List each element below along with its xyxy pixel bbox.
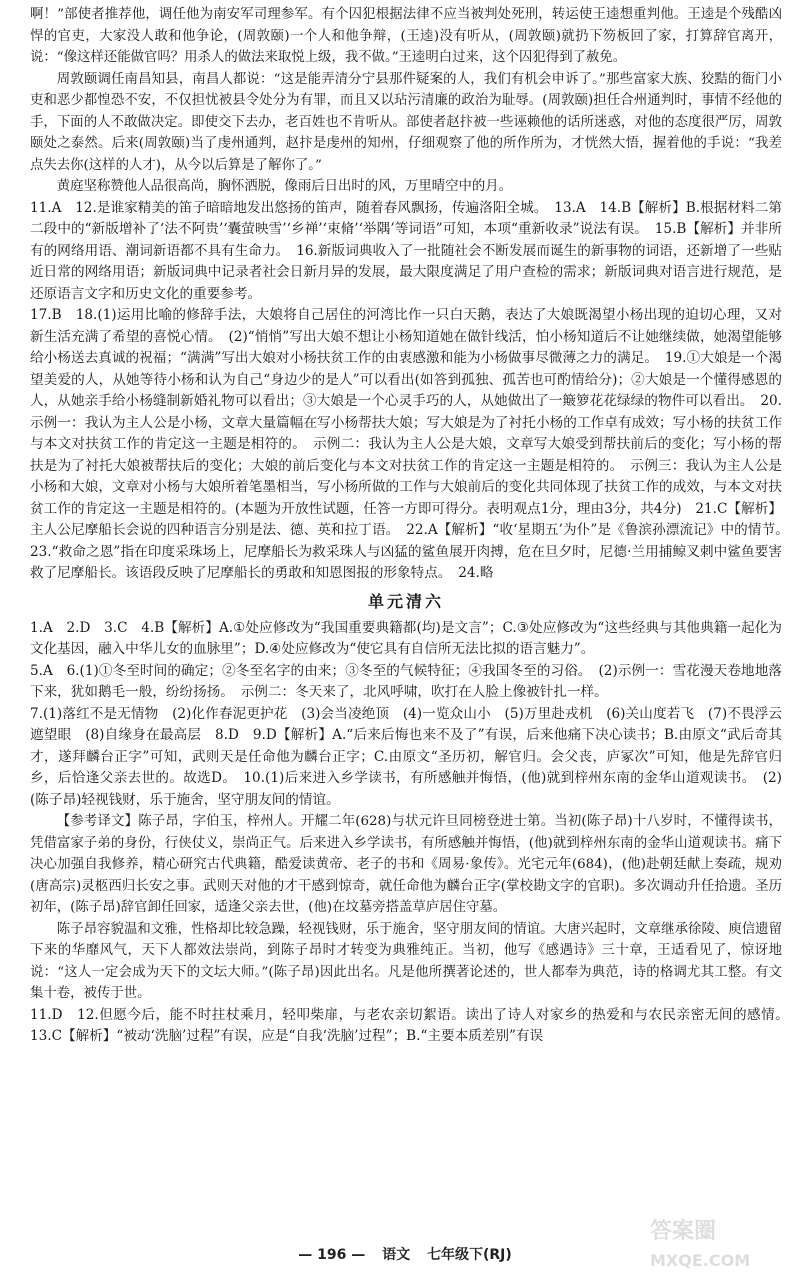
answer-paragraph: 7.(1)落红不是无情物 (2)化作春泥更护花 (3)会当凌绝顶 (4)一览众山小 (5)万里赴戎机 (6)关山度若飞 (7)不畏浮云遮望眼 (8)自缘身在最高层 8.D 9.D【解析】A.“后来后悔也来不及了”有误，后来他痛下决心读书；B.由原文“武后奇其才，遂拜麟台正字”可知，武则天是任命他为麟台正字；C.由原文“圣历初，解官归。会父丧，庐冢次”可知，他是先辞官归乡，后恰逢父亲去世的。故选D。 10.(1)后来进入乡学读书，有所感触并悔悟，(他)就到梓州东南的金华山道观读书。 (2)(陈子昂)轻视钱财，乐于施舍，坚守朋友间的情谊。 xyxy=(30,705,782,808)
page-number: — 196 — xyxy=(298,1247,366,1263)
section-title: 单元清六 xyxy=(367,591,444,611)
translation-paragraph: 周敦颐调任南昌知县，南昌人都说：“这是能弄清分宁县那件疑案的人，我们有机会申诉了。”那些富家大族、狡黠的衙门小吏和恶少都惶恐不安，不仅担忧被县令处分为有罪，而且又以玷污清廉的政治为耻辱。(周敦颐)担任合州通判时，事情不经他的手，下面的人不敢做决定。即使交下去办，老百姓也不肯听从。部使者赵抃被一些诬赖他的话所迷惑，对他的态度很严厉，周敦颐处之泰然。后来(周敦颐)当了虔州通判，赵抃是虔州的知州，仔细观察了他的所作所为，才恍然大悟，握着他的手说：“我差点失去你(这样的人才)，从今以后算是了解你了。” xyxy=(30,71,782,173)
watermark-logo xyxy=(644,1210,792,1274)
answer-paragraph: 1.A 2.D 3.C 4.B【解析】A.①处应修改为“我国重要典籍都(均)是文言”；C.③处应修改为“这些经典与其他典籍一起化为文化基因，融入中华儿女的血脉里”；D.④处应修改为“使它具有自信所无法比拟的语言魅力”。 xyxy=(30,619,782,657)
answer-paragraph: 17.B 18.(1)运用比喻的修辞手法，大娘将自己居住的河湾比作一只白天鹅，表达了大娘既渴望小杨出现的迫切心理，又对新生活充满了希望的喜悦心情。 (2)“悄悄”写出大娘不想让小杨知道她在做针线活，怕小杨知道后不让她继续做，她渴望能够给小杨送去真诚的祝福；“满满”写出大娘对小杨扶贫工作的由衷感激和能为小杨做事尽微薄之力的满足。 19.①大娘是一个渴望美爱的人，从她等待小杨和认为自己“身边少的是人”可以看出(如答到孤独、孤苦也可酌情给分)；②大娘是一个懂得感恩的人，从她亲手给小杨缝制新婚礼物可以看出；③大娘是一个心灵手巧的人，从她做出了一簸箩花花绿绿的物件可以看出。 20.示例一：我认为主人公是小杨，文章大量篇幅在写小杨帮扶大娘；写大娘是为了衬托小杨的工作卓有成效；写小杨的扶贫工作与本文对扶贫工作的肯定这一主题是相符的。 示例二：我认为主人公是大娘，文章写大娘受到帮扶前后的变化；写小杨的帮扶是为了衬托大娘被帮扶后的变化；大娘的前后变化与本文对扶贫工作的肯定这一主题是相符的。 示例三：我认为主人公是小杨和大娘，文章对小杨与大娘所着笔墨相当，写小杨所做的工作与大娘前后的变化共同体现了扶贫工作的成效，与本文对扶贫工作的肯定这一主题是相符的。(本题为开放性试题，任答一方即可得分。表明观点1分，理由3分，共4分) 21.C【解析】主人公尼摩船长会说的四种语言分别是法、德、英和拉丁语。 22.A【解析】“收‘星期五’为仆”是《鲁滨孙漂流记》中的情节。 23.“救命之恩”指在印度采珠场上，尼摩船长为救采珠人与凶猛的鲨鱼展开肉搏，危在旦夕时，尼德·兰用捕鲸叉刺中鲨鱼要害救了尼摩船长。该语段反映了尼摩船长的勇敢和知恩图报的形象特点。 24.略 xyxy=(30,307,796,581)
page-content xyxy=(30,4,796,1048)
watermark-bottom: MXQE.COM xyxy=(650,1251,751,1270)
translation-paragraph: 黄庭坚称赞他人品很高尚，胸怀洒脱，像雨后日出时的风，万里晴空中的月。 xyxy=(56,179,513,194)
footer-subject: 语文 xyxy=(382,1247,411,1263)
answer-paragraph: 11.D 12.但愿今后，能不时拄杖乘月，轻叩柴扉，与老农亲切絮语。读出了诗人对家乡的热爱和与农民亲密无间的感情。 13.C【解析】“被动‘洗脑’过程”有误，应是“自我‘洗脑’过程”；B.“主要本质差别”有误 xyxy=(30,1006,796,1044)
footer-grade: 七年级下(RJ) xyxy=(426,1247,512,1263)
answer-paragraph: 11.A 12.是谁家精美的笛子暗暗地发出悠扬的笛声，随着春风飘扬，传遍洛阳全城。 13.A 14.B【解析】B.根据材料二第二段中的“新版增补了‘法不阿贵’‘囊萤映雪’‘乡禅’‘束脩’‘举隅’等词语”可知，本项“重新收录”说法有误。 15.B【解析】并非所有的网络用语、潮词新语都不具有生命力。 16.新版词典收入了一批随社会不断发展而诞生的新事物的词语，还新增了一些贴近日常的网络用语；新版词典中记录者社会日新月异的发展，最大限度满足了用户查检的需求；新版词典对语言进行规范，是还原语言文字和历史文化的重要参考。 xyxy=(30,199,782,302)
watermark-top: 答案圈 xyxy=(650,1219,717,1244)
translation-paragraph: 陈子昂容貌温和文雅，性格却比较急躁，轻视钱财，乐于施舍，坚守朋友间的情谊。大唐兴起时，文章继承徐陵、庾信遗留下来的华靡风气，天下人都效法崇尚，到陈子昂时才转变为典雅纯正。当初，他写《感遇诗》三十章，王适看见了，惊讶地说：“这人一定会成为天下的文坛大师。”(陈子昂)因此出名。凡是他所撰著论述的，世人都奉为典范，诗的格调尤其工整。有文集十卷，被传于世。 xyxy=(30,921,782,1001)
translation-paragraph: 【参考译文】陈子昂，字伯玉，梓州人。开耀二年(628)与状元许旦同榜登进士第。当初(陈子昂)十八岁时，不懂得读书，凭借富家子弟的身份，行侠仗义，崇尚正气。后来进入乡学读书，有所感触并悔悟，(他)就到梓州东南的金华山道观读书。痛下决心加强自我修养，精心研究古代典籍，酷爱读黄帝、老子的书和《周易·象传》。光宅元年(684)，(他)赴朝廷献上奏疏，规劝(唐高宗)灵柩西归长安之事。武则天对他的才干感到惊奇，就任命他为麟台正字(掌校勘文字的官职)。多次调动升任拾遗。圣历初年，(陈子昂)辞官卸任回家，适逢父亲去世，(他)在坟墓旁搭盖草庐居住守墓。 xyxy=(30,814,782,915)
answer-paragraph: 5.A 6.(1)①冬至时间的确定；②冬至名字的由来；③冬至的气候特征；④我国冬至的习俗。 (2)示例一：雪花漫天卷地地落下来，犹如鹅毛一般，纷纷扬扬。 示例二：冬天来了，北风呼啸，吹打在人脸上像被针扎一样。 xyxy=(30,662,782,700)
translation-paragraph: 啊！”部使者推荐他，调任他为南安军司理参军。有个囚犯根据法律不应当被判处死刑，转运使王逵想重判他。王逵是个残酷凶悍的官吏，大家没人敢和他争论，(周敦颐)一个人和他争辩，(王逵)没有听从，(周敦颐)就扔下笏板回了家，打算辞官离开，说：“像这样还能做官吗？用杀人的做法来取悦上级，我不做。”王逵明白过来，这个囚犯得到了赦免。 xyxy=(30,7,782,65)
